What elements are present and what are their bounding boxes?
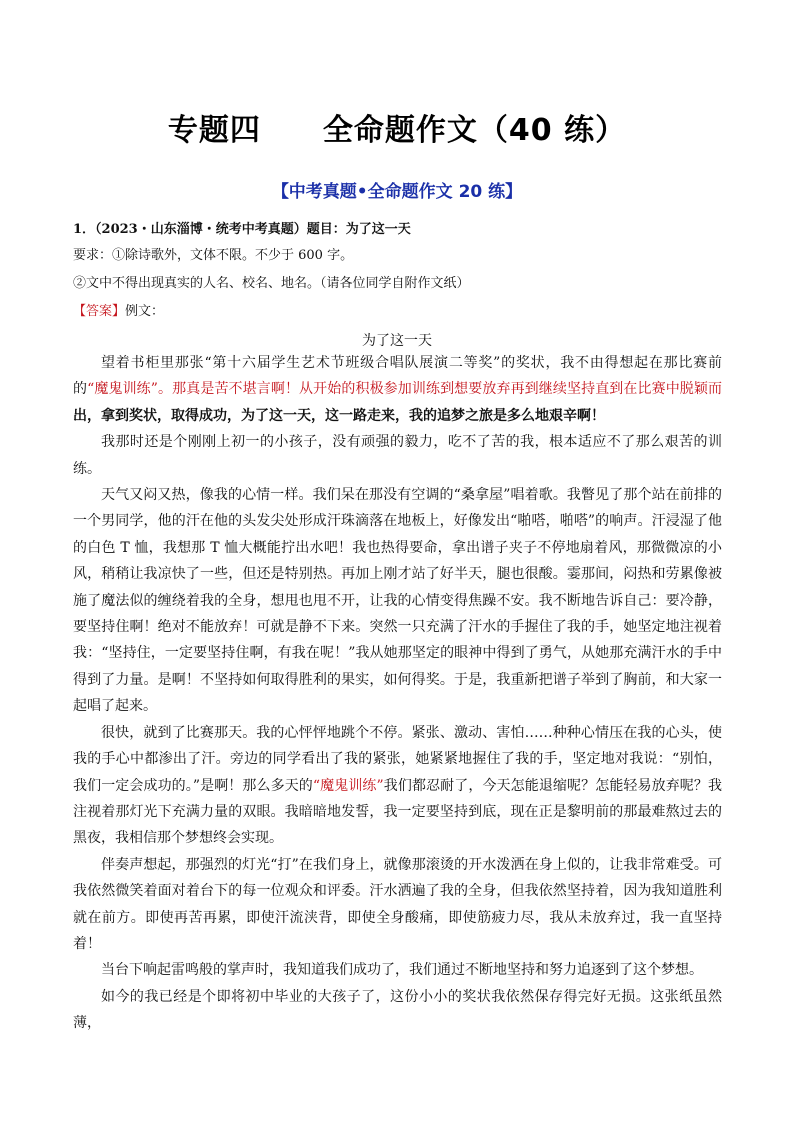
- essay-paragraph: 伴奏声想起，那强烈的灯光“打”在我们身上，就像那滚烫的开水泼洒在身上似的，让我非常难受。可我依然微笑着面对着台下的每一位观众和评委。汗水洒遍了我的全身，但我依然坚持着，因为我知道胜利就在前方。即使再苦再累，即使汗流浃背，即使全身酸痛，即使筋疲力尽，我从未放弃过，我一直坚持着！: [73, 856, 722, 952]
- requirement-line-1: 要求：①除诗歌外，文体不限。不少于 600 字。: [73, 248, 354, 263]
- section-subtitle: 【中考真题•全命题作文 20 练】: [271, 182, 523, 202]
- question-heading: [73, 218, 733, 237]
- answer-label: [73, 300, 164, 319]
- essay-title: 为了这一天: [362, 333, 432, 349]
- title-part-number: 专题四: [167, 113, 261, 148]
- paragraph-text: 出，拿到奖状，取得成功，为了这一天，这一路走来，我的追梦之旅是多么地艰辛啊！: [73, 407, 605, 424]
- paragraph-text: 望着书柜里那张“第十六届学生艺术节班级合唱队展演二等奖”的奖状，我不由得想起在那比赛前的: [73, 355, 722, 398]
- question-source: （2023・山东淄博・统考中考真题）: [95, 222, 307, 237]
- highlighted-text: “魔鬼训练”。那真是苦不堪言啊！从开始的积极参加训练到想要放弃再到继续坚持直到在比赛中脱颖而: [87, 381, 723, 398]
- question-prompt: 题目：为了这一天: [306, 222, 411, 237]
- paragraph-text: 我们都忍耐了，今天怎能退缩呢？怎能轻易放弃呢？我注视着那灯光下充满力量的双眼。我暗暗地发誓，我一定要坚持到底，现在正是黎明前的那最难熬过去的黑夜，我相信那个梦想终会实现。: [73, 777, 722, 847]
- essay-paragraph: [73, 720, 722, 852]
- essay-body: [73, 350, 722, 1037]
- answer-tag: 【答案】: [73, 304, 126, 319]
- question-number: 1．: [73, 222, 96, 237]
- title-part-topic: 全命题作文（40 练）: [322, 113, 627, 148]
- paragraph-text: 很快，就到了比赛那天。我的心怦怦地跳个不停。紧张、激动、害怕……种种心情压在我的心头，使我的手心中都渗出了汗。旁边的同学看出了我的紧张，她紧紧地握住了我的手，坚定地对我说：“别怕，我们一定会成功的。”是啊！那么多天的: [73, 724, 722, 794]
- essay-paragraph: 我那时还是个刚刚上初一的小孩子，没有顽强的毅力，吃不了苦的我，根本适应不了那么艰苦的训练。: [73, 434, 722, 477]
- page-title: [0, 105, 794, 149]
- example-label: 例文：: [125, 304, 165, 319]
- essay-paragraph: [73, 350, 722, 429]
- essay-paragraph: 天气又闷又热，像我的心情一样。我们呆在那没有空调的“桑拿屋”唱着歌。我瞥见了那个站在前排的一个男同学，他的汗在他的头发尖处形成汗珠滴落在地板上，好像发出“啪嗒，啪嗒”的响声。汗浸湿了他的白色 T 恤，我想那 T 恤大概能拧出水吧！我也热得要命，拿出谱子夹子不停地扇着风，那微微凉的小风，稍稍让我凉快了一些，但还是特别热。再加上刚才站了好半天，腿也很酸。霎那间，闷热和劳累像被施了魔法似的缠绕着我的全身，想甩也甩不开，让我的心情变得焦躁不安。我不断地告诉自己：要冷静，要坚持住啊！绝对不能放弃！可就是静不下来。突然一只充满了汗水的手握住了我的手，她坚定地注视着我：“坚持住，一定要坚持住啊，有我在呢！”我从她那坚定的眼神中得到了勇气，从她那充满汗水的手中得到了力量。是啊！不坚持如何取得胜利的果实，如何得奖。于是，我重新把谱子举到了胸前，和大家一起唱了起来。: [73, 487, 722, 715]
- highlighted-text: “魔鬼训练”: [312, 777, 384, 794]
- essay-paragraph: 如今的我已经是个即将初中毕业的大孩子了，这份小小的奖状我依然保存得完好无损。这张纸虽然薄，: [73, 988, 722, 1032]
- requirement-line-2: ②文中不得出现真实的人名、校名、地名。（请各位同学自附作文纸）: [73, 276, 470, 291]
- essay-paragraph: 当台下响起雷鸣般的掌声时，我知道我们成功了，我们通过不断地坚持和努力追逐到了这个梦想。: [101, 962, 703, 979]
